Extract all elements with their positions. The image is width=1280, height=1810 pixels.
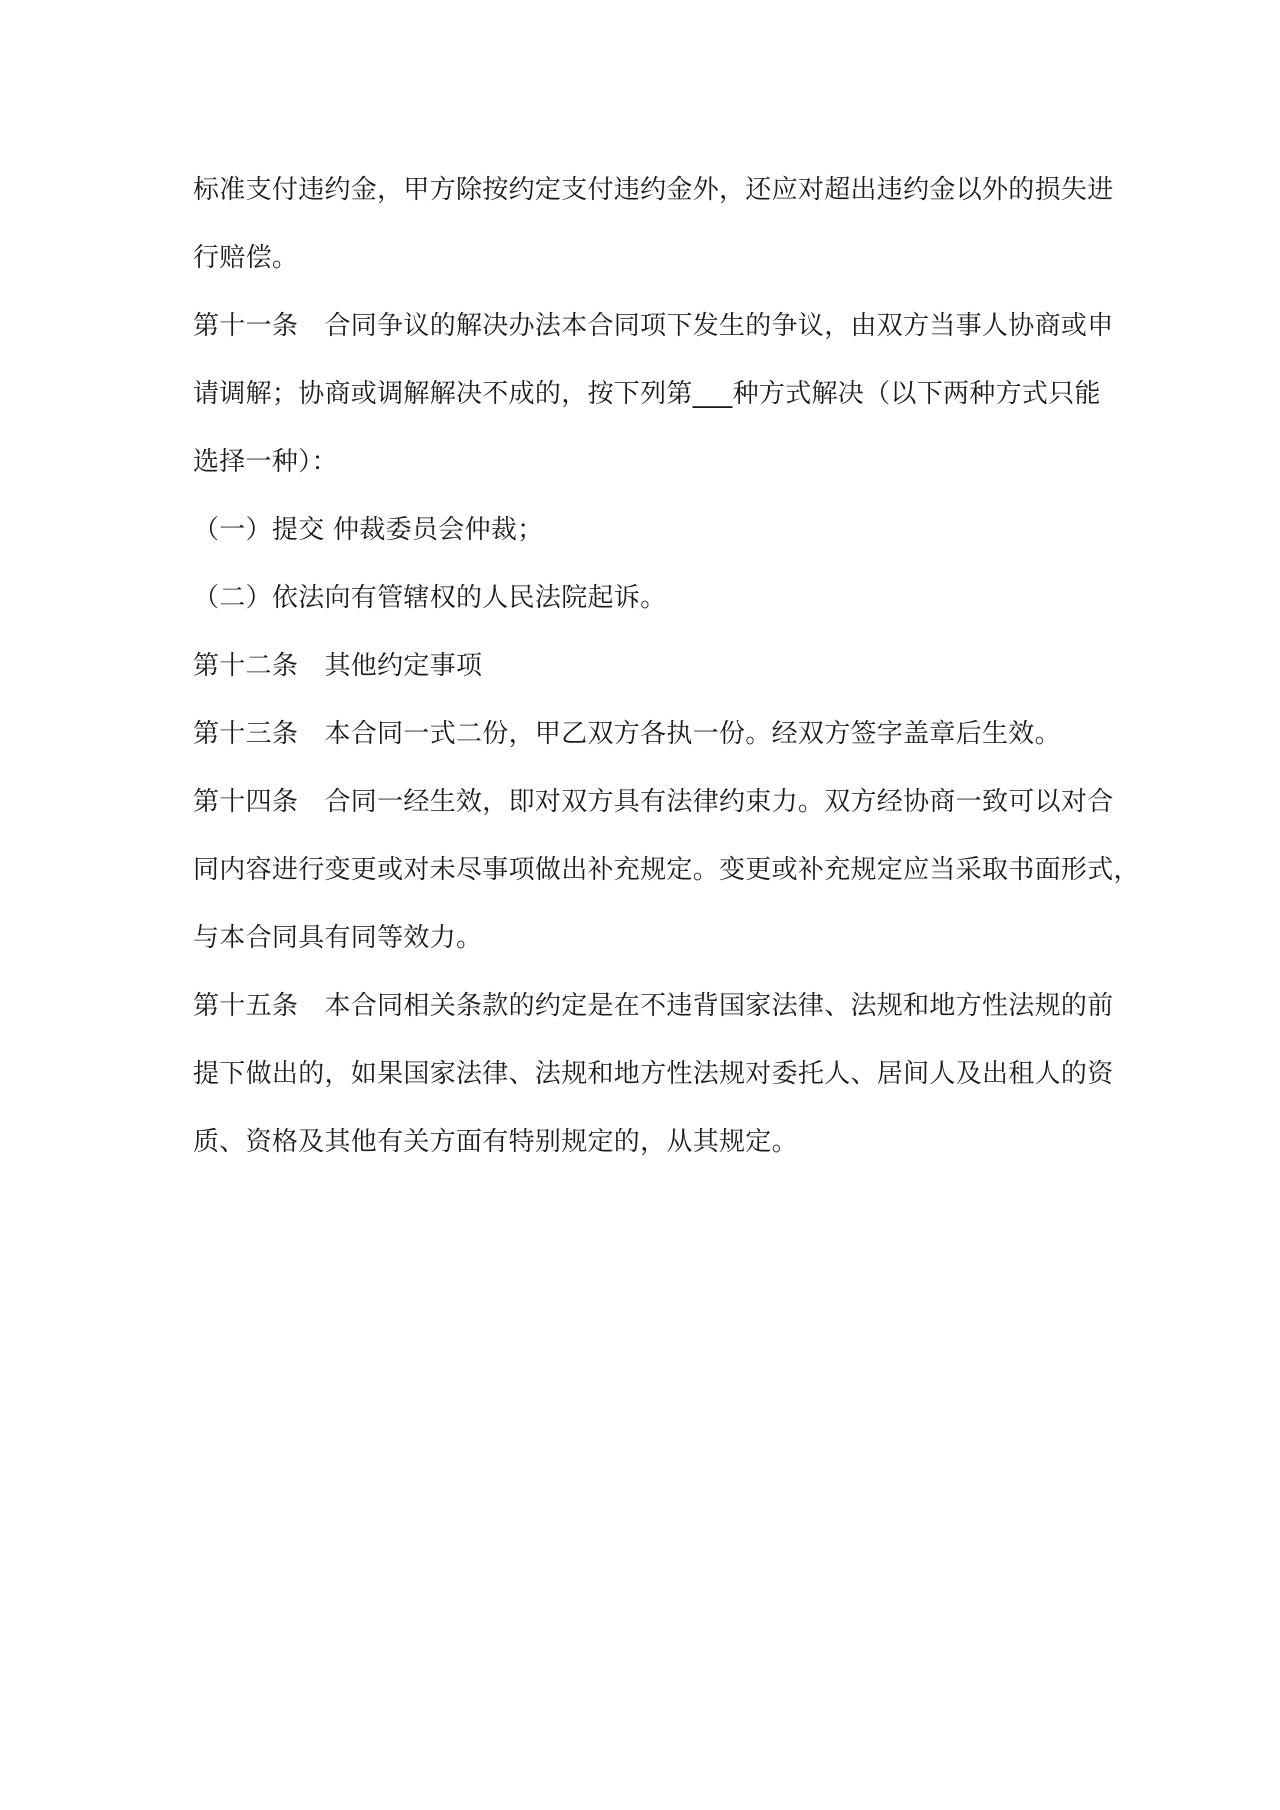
paragraph-line: 请调解；协商或调解解决不成的，按下列第___种方式解决（以下两种方式只能 bbox=[193, 379, 1101, 409]
article-11-line: 第十一条 合同争议的解决办法本合同项下发生的争议，由双方当事人协商或申 bbox=[193, 311, 1114, 341]
article-15-line: 第十五条 本合同相关条款的约定是在不违背国家法律、法规和地方性法规的前 bbox=[193, 991, 1114, 1021]
article-14-line: 第十四条 合同一经生效，即对双方具有法律约束力。双方经协商一致可以对合 bbox=[193, 787, 1114, 817]
paragraph-line: 同内容进行变更或对未尽事项做出补充规定。变更或补充规定应当采取书面形式， bbox=[193, 855, 1140, 885]
option-1-line: （一）提交 仲裁委员会仲裁； bbox=[193, 515, 544, 545]
article-12-line: 第十二条 其他约定事项 bbox=[193, 651, 483, 681]
paragraph-line: 质、资格及其他有关方面有特别规定的，从其规定。 bbox=[193, 1127, 798, 1157]
paragraph-line: 与本合同具有同等效力。 bbox=[193, 923, 483, 953]
paragraph-line: 行赔偿。 bbox=[193, 243, 299, 273]
option-2-line: （二）依法向有管辖权的人民法院起诉。 bbox=[193, 583, 667, 613]
article-13-line: 第十三条 本合同一式二份，甲乙双方各执一份。经双方签字盖章后生效。 bbox=[193, 719, 1061, 749]
paragraph-line: 标准支付违约金，甲方除按约定支付违约金外，还应对超出违约金以外的损失进 bbox=[193, 175, 1114, 205]
paragraph-line: 选择一种）： bbox=[193, 447, 338, 477]
paragraph-line: 提下做出的，如果国家法律、法规和地方性法规对委托人、居间人及出租人的资 bbox=[193, 1059, 1114, 1089]
